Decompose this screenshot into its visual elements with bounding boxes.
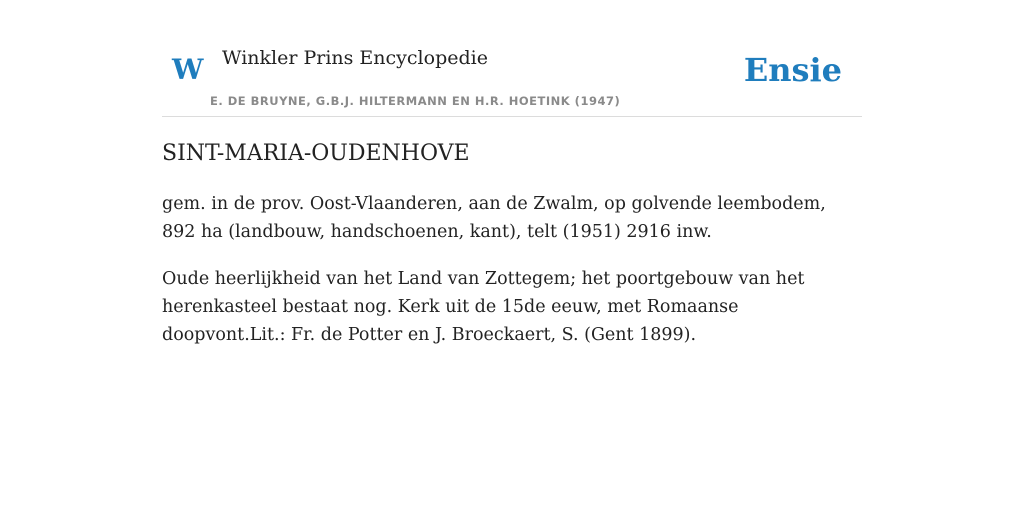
book-authors: E. DE BRUYNE, G.B.J. HILTERMANN EN H.R. HOETINK (1947) <box>210 94 621 108</box>
book-title-link[interactable]: Winkler Prins Encyclopedie <box>222 47 488 69</box>
entry-paragraph: gem. in de prov. Oost-Vlaanderen, aan de Zwalm, op golvende leembodem, 892 ha (landbouw, handschoenen, kant), telt (1951) 2916 inw. <box>162 194 826 242</box>
book-logo-link[interactable]: W <box>172 53 204 86</box>
ensie-logo-link[interactable]: Ensie <box>743 51 842 89</box>
entry-paragraph: Oude heerlijkheid van het Land van Zottegem; het poortgebouw van het herenkasteel bestaat nog. Kerk uit de 15de eeuw, met Romaanse doopvont.Lit.: Fr. de Potter en J. Broeckaert, S. (Gent 1899). <box>162 269 805 345</box>
entry-title: SINT-MARIA-OUDENHOVE <box>162 141 470 166</box>
book-header <box>162 0 862 117</box>
entry-content <box>162 138 862 368</box>
